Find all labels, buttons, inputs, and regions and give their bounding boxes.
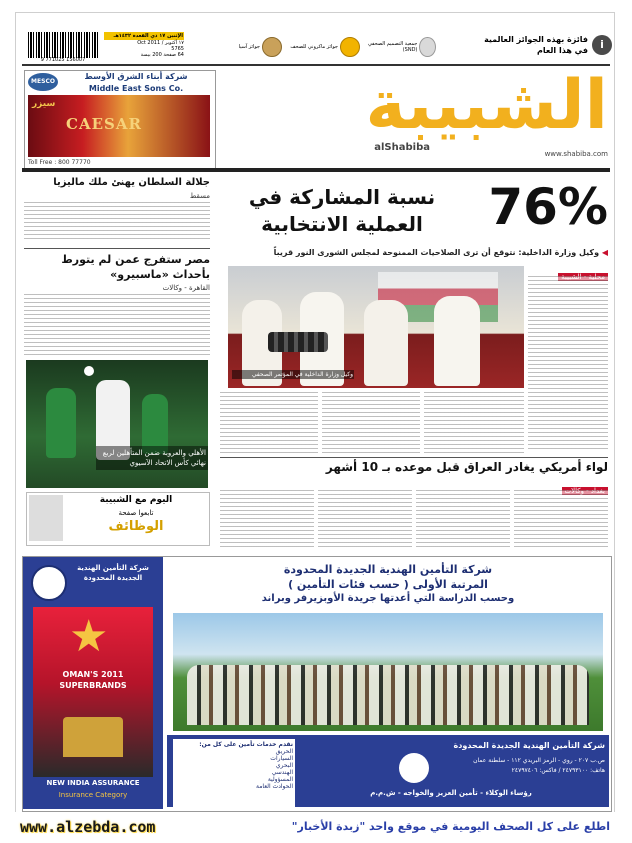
- date-line-2: ١٧ أكتوبر / Oct 2011: [137, 40, 184, 46]
- award-medal-icon: [419, 37, 436, 57]
- ad-bottom[interactable]: [22, 556, 612, 812]
- footer-url[interactable]: www.alzebda.com: [20, 818, 156, 836]
- divider: [220, 457, 608, 458]
- ad-contact: رؤساء الوكلاء - تأمين العزيز والخواجه - ش.م.م: [370, 789, 532, 797]
- main-headline-text: نسبة المشاركة في العملية الانتخابية: [248, 185, 436, 236]
- photo-caption: وكيل وزارة الداخلية في المؤتمر الصحفي: [232, 370, 354, 379]
- second-body-3: [416, 490, 510, 550]
- footer-bar: [0, 812, 632, 843]
- ad-company-badge: MESCO: [28, 73, 58, 91]
- bullet-icon: ◀: [599, 248, 608, 257]
- service-item: المسؤولية: [267, 776, 293, 783]
- promo-sub: تابعوا صفحة: [118, 509, 154, 517]
- ad-company-en: Middle East Sons Co.: [88, 84, 184, 93]
- side-body-1: [24, 202, 210, 242]
- person-4: [434, 296, 480, 386]
- award-sub: Insurance Category: [58, 791, 128, 799]
- group-people: [187, 665, 589, 725]
- ad-bottom-band: [167, 735, 609, 807]
- award-caption: NEW INDIA ASSURANCE: [46, 779, 140, 787]
- side-headline-2: مصر ستفرج عمن لم يتورط بأحداث «ماسبيرو»: [61, 253, 210, 281]
- ad-company-ar: شركة أبناء الشرق الأوسط: [84, 72, 188, 81]
- main-headline[interactable]: [220, 178, 608, 250]
- service-item: السيارات: [270, 755, 293, 762]
- ad-address: ص.ب ٢٠٧ - روي - الرمز البريدي ١١٢ - سلطنة عمان: [473, 757, 605, 764]
- barcode: [28, 32, 98, 58]
- award-badge-2: جوائز ماكروني للصحف: [286, 34, 360, 60]
- main-body-col-a: [220, 392, 318, 454]
- person-3: [364, 300, 408, 386]
- second-body-1: [220, 490, 314, 550]
- promo-thumbnail: [29, 495, 63, 541]
- sports-caption: الأهلي والعروبة ضمن المتأهلين لربع نهائي كأس الاتحاد الآسيوي: [96, 446, 208, 470]
- ad-product-image: [28, 95, 210, 157]
- service-item: الهندسي: [271, 769, 293, 776]
- ad-left-panel: [23, 557, 163, 809]
- masthead-url[interactable]: www.shabiba.com: [544, 150, 608, 158]
- promo-title: اليوم مع الشبيبة: [99, 495, 173, 505]
- trophy-base: [63, 717, 123, 757]
- award-medal-icon: [262, 37, 282, 57]
- issue-number: 5765: [171, 46, 184, 52]
- player-3: [142, 394, 168, 454]
- masthead-rule: [22, 168, 610, 172]
- date-line: الإثنين ١٧ ذي القعدة ١٤٣٢هـ: [104, 32, 184, 40]
- main-subheadline: [220, 248, 608, 257]
- second-body-4: [514, 490, 608, 550]
- group-photo: [173, 613, 603, 731]
- promo-highlight: الوظائف: [108, 519, 164, 534]
- ad-tollfree: Toll Free : 800 77770: [28, 159, 91, 166]
- info-icon: i: [592, 35, 612, 55]
- second-story-headline[interactable]: لواء أمريكي يغادر العراق قبل موعده بـ 10 أشهر: [325, 460, 608, 474]
- company-logo-icon: [399, 753, 429, 783]
- second-body-2: [318, 490, 412, 550]
- side-tag-1: مسقط: [189, 192, 210, 200]
- side-headline-1: جلالة السلطان يهنئ ملك ماليزيا: [53, 177, 210, 188]
- barcode-digits: 9 771025 156007: [40, 57, 86, 63]
- main-body-col-c: [424, 392, 524, 454]
- main-percent: 76%: [488, 178, 608, 236]
- main-body-col-b: [322, 392, 420, 454]
- award-medal-icon: [340, 37, 360, 57]
- ball: [84, 366, 94, 376]
- date-box: [104, 32, 184, 60]
- ad-brand: CAESAR: [66, 115, 142, 133]
- side-story-1[interactable]: [24, 176, 210, 246]
- top-bar: [22, 30, 610, 64]
- award-trophy-image: [33, 607, 153, 777]
- main-photo[interactable]: [228, 266, 524, 388]
- top-story-teaser[interactable]: فائزة بهذه الجوائز العالمية في هذا العام: [484, 35, 588, 55]
- divider: [24, 248, 210, 249]
- star-icon: ★: [69, 611, 109, 662]
- ad-top[interactable]: [24, 70, 216, 172]
- side-tag-2: القاهرة - وكالات: [162, 284, 210, 292]
- side-body-2: [24, 294, 210, 356]
- ad-banner-line-3: وحسب الدراسة التي أعدتها جريدة الأوبزيرفر وبراند: [261, 593, 515, 604]
- jobs-promo[interactable]: [26, 492, 210, 546]
- award-badge-3: جوائز آسيا: [212, 34, 282, 60]
- service-item: الحوادث العامة: [255, 783, 293, 790]
- ad-phone: هاتف: ٢٤٧٩٣١٠٠ / فاكس: ٢٤٧٩٧٤٠٦: [511, 767, 605, 774]
- ad-banner-line-2: المرتبة الأولى ( حسب فئات التأمين ): [288, 578, 488, 591]
- services-title: نقدم خدمات تأمين على كل من:: [199, 741, 293, 748]
- award-badge-1: جمعية التصميم الصحفي (SND): [364, 34, 436, 60]
- player-1: [46, 388, 76, 458]
- main-subheadline-text: وكيل وزارة الداخلية: نتوقع أن ترى الصلاحيات الممنوحة لمجلس الشورى النور قريباً: [273, 248, 600, 257]
- service-item: الحريق: [275, 748, 293, 755]
- side-story-2[interactable]: [24, 252, 210, 362]
- microphones: [268, 332, 328, 352]
- ad-banner-line-1: شركة التأمين الهندية الجديدة المحدودة: [283, 563, 493, 576]
- ad-company-name: شركة التأمين الهندية الجديدة المحدودة: [77, 564, 149, 582]
- logo-arabic: الشبيبة: [365, 66, 608, 145]
- logo-english: alShabiba: [374, 142, 430, 153]
- services-box: [173, 739, 295, 807]
- company-logo-icon: [31, 565, 67, 601]
- ad-brand-vertical: سيزر: [32, 99, 56, 109]
- ad-bottom-company: شركة التأمين الهندية الجديدة المحدودة: [453, 741, 605, 750]
- sports-photo[interactable]: [26, 360, 208, 488]
- main-body-column-right: [528, 276, 608, 452]
- masthead-logo[interactable]: [250, 66, 608, 164]
- footer-slogan[interactable]: اطلع على كل الصحف اليومية في موقع واحد "زبدة الأخبار": [291, 820, 610, 833]
- service-item: البحري: [275, 762, 293, 769]
- award-text: OMAN'S 2011 SUPERBRANDS: [59, 670, 127, 690]
- price: 64 صفحة 200 بيسة: [140, 52, 184, 58]
